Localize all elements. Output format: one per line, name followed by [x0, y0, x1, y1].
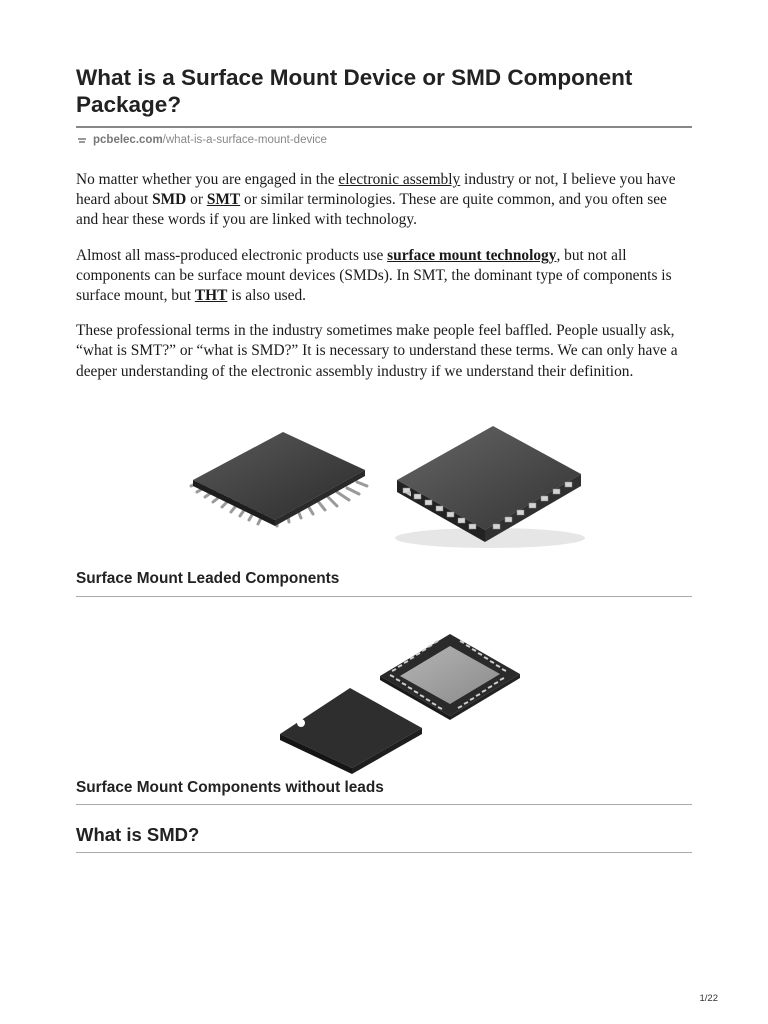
term-smd: SMD: [152, 191, 187, 209]
section-heading-leaded: Surface Mount Leaded Components: [76, 570, 340, 587]
section-divider: [76, 852, 692, 853]
leadless-components-image: [278, 628, 523, 776]
section-divider: [76, 596, 692, 597]
qfn-chip-top-icon: [280, 688, 422, 774]
title-divider: [76, 126, 692, 128]
paragraph-smt: Almost all mass-produced electronic products use surface mount technology, but not all components can be surface mount devices (SMDs). In SMT, the dominant type of components is surface mount, but THT is also used.: [76, 246, 672, 305]
link-tht[interactable]: THT: [194, 287, 228, 305]
source-url[interactable]: [76, 132, 692, 148]
section-heading-leadless: Surface Mount Components without leads: [76, 779, 384, 796]
qfp-chip-icon: [191, 432, 367, 526]
section-heading-what-is-smd: What is SMD?: [76, 824, 200, 845]
link-surface-mount-technology[interactable]: surface mount technology: [387, 246, 557, 264]
site-favicon-icon: [76, 135, 88, 145]
source-path: /what-is-a-surface-mount-device: [162, 134, 327, 146]
page-number: 1/22: [699, 993, 718, 1004]
link-smt[interactable]: SMT: [206, 191, 241, 209]
leaded-components-image: [185, 420, 585, 550]
section-divider: [76, 804, 692, 805]
paragraph-terms: These professional terms in the industry sometimes make people feel baffled. People usually ask, “what is SMT?” or “what is SMD?” It is necessary to understand these terms. We can only have a deeper understanding of the electronic assembly industry if we understand their definition.: [76, 322, 678, 380]
plcc-chip-icon: [395, 426, 585, 548]
paragraph-intro: No matter whether you are engaged in the electronic assembly industry or not, I believe you have heard about SMD or SMT or similar terminologies. These are quite common, and you often see and hear these words if you are linked with technology.: [76, 171, 676, 229]
page-title: What is a Surface Mount Device or SMD Component Package?: [76, 65, 633, 117]
link-electronic-assembly[interactable]: electronic assembly: [338, 171, 461, 188]
source-domain: pcbelec.com: [93, 134, 163, 146]
qfn-chip-bottom-icon: [380, 634, 520, 720]
article-body: [76, 64, 692, 382]
